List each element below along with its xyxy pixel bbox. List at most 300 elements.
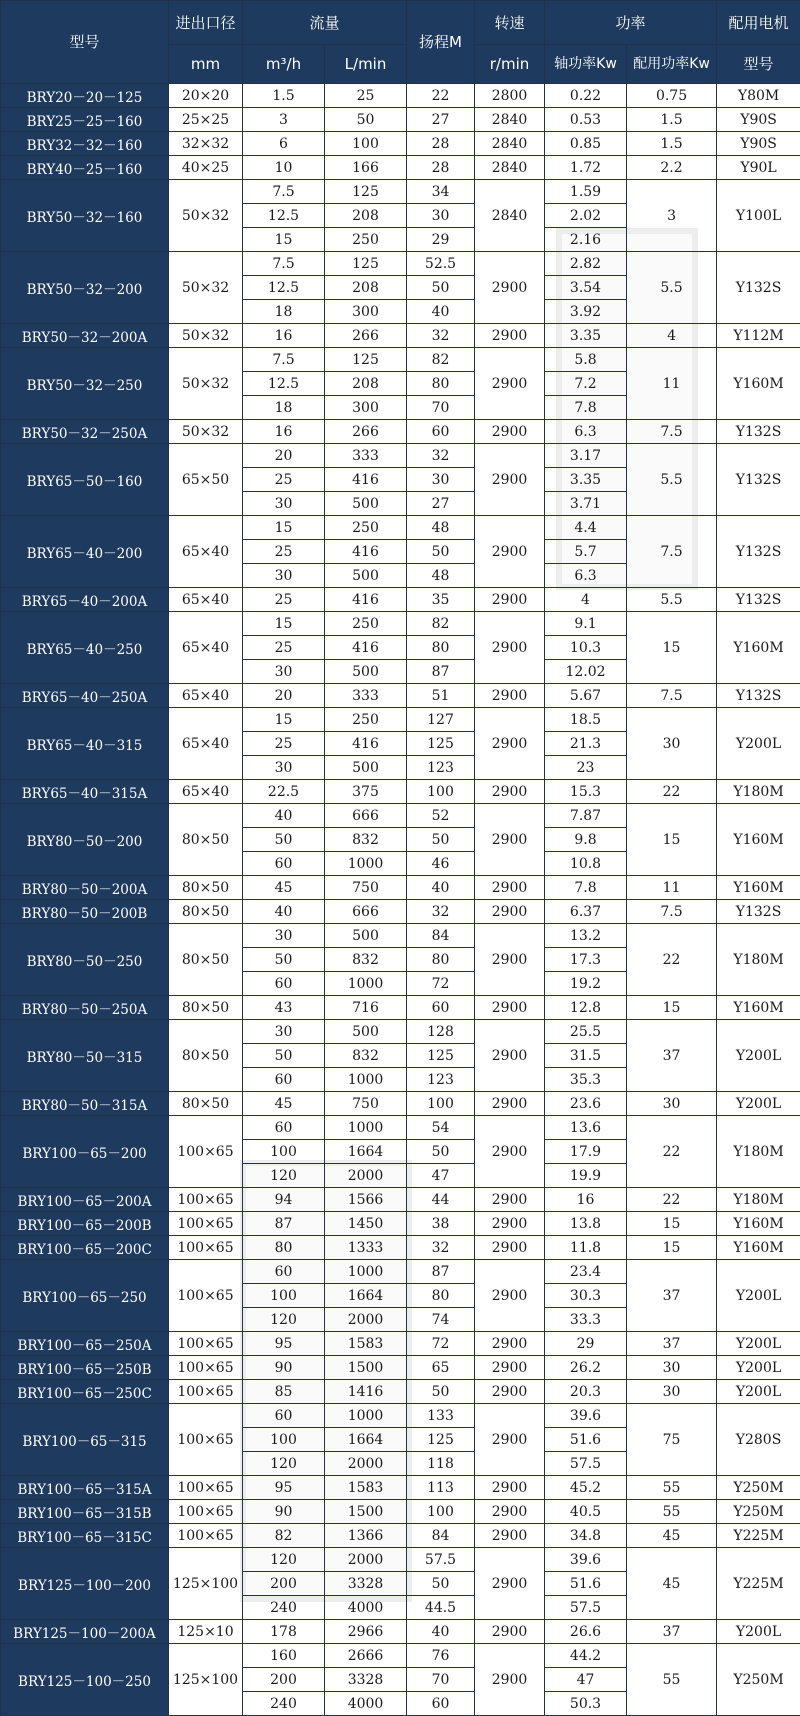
motor-model-cell: Y250M <box>717 1476 800 1500</box>
shaft-power-cell: 3.35 <box>545 324 627 348</box>
head-cell: 113 <box>407 1476 475 1500</box>
model-cell: BRY65－40－315 <box>1 708 169 780</box>
head-cell: 118 <box>407 1452 475 1476</box>
shaft-power-cell: 7.2 <box>545 372 627 396</box>
flow-m3h-cell: 15 <box>243 708 325 732</box>
head-cell: 50 <box>407 1572 475 1596</box>
flow-lmin-cell: 2000 <box>325 1164 407 1188</box>
motor-model-cell: Y132S <box>717 252 800 324</box>
flow-m3h-cell: 30 <box>243 492 325 516</box>
flow-lmin-cell: 1000 <box>325 1116 407 1140</box>
speed-cell: 2900 <box>475 1020 545 1092</box>
speed-cell: 2900 <box>475 1116 545 1188</box>
table-row <box>1 84 800 108</box>
motor-power-cell: 55 <box>627 1476 717 1500</box>
shaft-power-cell: 1.59 <box>545 180 627 204</box>
table-row <box>1 924 800 948</box>
flow-lmin-cell: 2000 <box>325 1452 407 1476</box>
shaft-power-cell: 3.71 <box>545 492 627 516</box>
flow-m3h-cell: 120 <box>243 1548 325 1572</box>
shaft-power-cell: 15.3 <box>545 780 627 804</box>
header-port-unit: mm <box>169 45 243 84</box>
head-cell: 70 <box>407 1668 475 1692</box>
model-cell: BRY100－65－250 <box>1 1260 169 1332</box>
motor-model-cell: Y160M <box>717 1212 800 1236</box>
flow-m3h-cell: 87 <box>243 1212 325 1236</box>
motor-model-cell: Y132S <box>717 444 800 516</box>
table-row <box>1 612 800 636</box>
flow-m3h-cell: 15 <box>243 228 325 252</box>
flow-lmin-cell: 266 <box>325 420 407 444</box>
head-cell: 48 <box>407 564 475 588</box>
table-row <box>1 1404 800 1428</box>
flow-lmin-cell: 500 <box>325 924 407 948</box>
head-cell: 34 <box>407 180 475 204</box>
flow-m3h-cell: 15 <box>243 612 325 636</box>
port-cell: 65×40 <box>169 684 243 708</box>
flow-m3h-cell: 25 <box>243 588 325 612</box>
table-row <box>1 1116 800 1140</box>
table-row <box>1 1644 800 1668</box>
flow-lmin-cell: 416 <box>325 540 407 564</box>
speed-cell: 2900 <box>475 1092 545 1116</box>
table-row <box>1 420 800 444</box>
motor-model-cell: Y250M <box>717 1644 800 1716</box>
motor-power-cell: 5.5 <box>627 252 717 324</box>
head-cell: 57.5 <box>407 1548 475 1572</box>
flow-lmin-cell: 250 <box>325 612 407 636</box>
head-cell: 82 <box>407 348 475 372</box>
model-cell: BRY100－65－200C <box>1 1236 169 1260</box>
shaft-power-cell: 11.8 <box>545 1236 627 1260</box>
motor-power-cell: 0.75 <box>627 84 717 108</box>
speed-cell: 2900 <box>475 924 545 996</box>
flow-lmin-cell: 832 <box>325 948 407 972</box>
flow-lmin-cell: 4000 <box>325 1596 407 1620</box>
port-cell: 50×32 <box>169 324 243 348</box>
motor-model-cell: Y200L <box>717 708 800 780</box>
motor-model-cell: Y200L <box>717 1380 800 1404</box>
model-cell: BRY32－32－160 <box>1 132 169 156</box>
flow-lmin-cell: 2000 <box>325 1308 407 1332</box>
model-cell: BRY65－40－250 <box>1 612 169 684</box>
shaft-power-cell: 34.8 <box>545 1524 627 1548</box>
flow-lmin-cell: 2000 <box>325 1548 407 1572</box>
motor-model-cell: Y180M <box>717 924 800 996</box>
motor-model-cell: Y280S <box>717 1404 800 1476</box>
table-row <box>1 156 800 180</box>
speed-cell: 2900 <box>475 1380 545 1404</box>
head-cell: 32 <box>407 444 475 468</box>
head-cell: 65 <box>407 1356 475 1380</box>
motor-power-cell: 22 <box>627 924 717 996</box>
flow-m3h-cell: 16 <box>243 420 325 444</box>
motor-model-cell: Y180M <box>717 1116 800 1188</box>
flow-m3h-cell: 80 <box>243 1236 325 1260</box>
table-row <box>1 108 800 132</box>
flow-m3h-cell: 100 <box>243 1284 325 1308</box>
shaft-power-cell: 18.5 <box>545 708 627 732</box>
shaft-power-cell: 51.6 <box>545 1428 627 1452</box>
head-cell: 50 <box>407 540 475 564</box>
flow-lmin-cell: 666 <box>325 900 407 924</box>
flow-m3h-cell: 100 <box>243 1428 325 1452</box>
motor-model-cell: Y200L <box>717 1020 800 1092</box>
head-cell: 60 <box>407 1692 475 1716</box>
flow-m3h-cell: 85 <box>243 1380 325 1404</box>
motor-power-cell: 2.2 <box>627 156 717 180</box>
flow-lmin-cell: 750 <box>325 1092 407 1116</box>
head-cell: 125 <box>407 1044 475 1068</box>
flow-m3h-cell: 45 <box>243 1092 325 1116</box>
flow-lmin-cell: 500 <box>325 1020 407 1044</box>
flow-m3h-cell: 60 <box>243 1116 325 1140</box>
model-cell: BRY50－32－250 <box>1 348 169 420</box>
shaft-power-cell: 35.3 <box>545 1068 627 1092</box>
shaft-power-cell: 0.85 <box>545 132 627 156</box>
head-cell: 27 <box>407 492 475 516</box>
head-cell: 76 <box>407 1644 475 1668</box>
port-cell: 100×65 <box>169 1188 243 1212</box>
motor-model-cell: Y200L <box>717 1092 800 1116</box>
model-cell: BRY100－65－200A <box>1 1188 169 1212</box>
flow-lmin-cell: 375 <box>325 780 407 804</box>
table-row <box>1 900 800 924</box>
flow-lmin-cell: 1000 <box>325 972 407 996</box>
model-cell: BRY100－65－250A <box>1 1332 169 1356</box>
speed-cell: 2900 <box>475 1212 545 1236</box>
shaft-power-cell: 51.6 <box>545 1572 627 1596</box>
speed-cell: 2840 <box>475 132 545 156</box>
shaft-power-cell: 5.7 <box>545 540 627 564</box>
speed-cell: 2900 <box>475 1524 545 1548</box>
shaft-power-cell: 3.35 <box>545 468 627 492</box>
motor-power-cell: 1.5 <box>627 132 717 156</box>
table-row <box>1 1620 800 1644</box>
motor-power-cell: 22 <box>627 780 717 804</box>
table-row <box>1 588 800 612</box>
flow-lmin-cell: 125 <box>325 348 407 372</box>
head-cell: 30 <box>407 204 475 228</box>
flow-m3h-cell: 25 <box>243 636 325 660</box>
shaft-power-cell: 21.3 <box>545 732 627 756</box>
motor-power-cell: 15 <box>627 804 717 876</box>
flow-m3h-cell: 60 <box>243 972 325 996</box>
head-cell: 128 <box>407 1020 475 1044</box>
head-cell: 47 <box>407 1164 475 1188</box>
head-cell: 30 <box>407 468 475 492</box>
head-cell: 46 <box>407 852 475 876</box>
table-row <box>1 1236 800 1260</box>
flow-lmin-cell: 832 <box>325 1044 407 1068</box>
shaft-power-cell: 13.8 <box>545 1212 627 1236</box>
motor-power-cell: 11 <box>627 876 717 900</box>
head-cell: 82 <box>407 612 475 636</box>
shaft-power-cell: 1.72 <box>545 156 627 180</box>
table-row <box>1 996 800 1020</box>
port-cell: 50×32 <box>169 180 243 252</box>
port-cell: 80×50 <box>169 900 243 924</box>
speed-cell: 2900 <box>475 420 545 444</box>
speed-cell: 2900 <box>475 1188 545 1212</box>
motor-power-cell: 22 <box>627 1188 717 1212</box>
header-flow-m3h: m³/h <box>243 45 325 84</box>
head-cell: 70 <box>407 396 475 420</box>
table-row <box>1 1500 800 1524</box>
flow-lmin-cell: 1583 <box>325 1332 407 1356</box>
motor-model-cell: Y132S <box>717 684 800 708</box>
flow-lmin-cell: 2666 <box>325 1644 407 1668</box>
model-cell: BRY100－65－315B <box>1 1500 169 1524</box>
shaft-power-cell: 20.3 <box>545 1380 627 1404</box>
flow-m3h-cell: 120 <box>243 1452 325 1476</box>
shaft-power-cell: 0.22 <box>545 84 627 108</box>
table-row <box>1 1332 800 1356</box>
motor-power-cell: 37 <box>627 1620 717 1644</box>
head-cell: 133 <box>407 1404 475 1428</box>
flow-m3h-cell: 3 <box>243 108 325 132</box>
flow-m3h-cell: 1.5 <box>243 84 325 108</box>
model-cell: BRY100－65－315C <box>1 1524 169 1548</box>
motor-model-cell: Y112M <box>717 324 800 348</box>
flow-m3h-cell: 7.5 <box>243 180 325 204</box>
flow-m3h-cell: 30 <box>243 924 325 948</box>
shaft-power-cell: 39.6 <box>545 1404 627 1428</box>
motor-power-cell: 1.5 <box>627 108 717 132</box>
speed-cell: 2900 <box>475 1620 545 1644</box>
speed-cell: 2900 <box>475 1332 545 1356</box>
speed-cell: 2900 <box>475 1260 545 1332</box>
flow-m3h-cell: 60 <box>243 1068 325 1092</box>
motor-model-cell: Y180M <box>717 780 800 804</box>
flow-lmin-cell: 416 <box>325 588 407 612</box>
flow-m3h-cell: 60 <box>243 1404 325 1428</box>
header-motor-model: 型号 <box>717 45 800 84</box>
head-cell: 72 <box>407 972 475 996</box>
speed-cell: 2900 <box>475 684 545 708</box>
head-cell: 28 <box>407 156 475 180</box>
motor-power-cell: 37 <box>627 1020 717 1092</box>
head-cell: 84 <box>407 924 475 948</box>
flow-lmin-cell: 416 <box>325 636 407 660</box>
speed-cell: 2900 <box>475 1356 545 1380</box>
port-cell: 100×65 <box>169 1404 243 1476</box>
flow-lmin-cell: 4000 <box>325 1692 407 1716</box>
shaft-power-cell: 23.6 <box>545 1092 627 1116</box>
head-cell: 50 <box>407 1380 475 1404</box>
flow-lmin-cell: 1366 <box>325 1524 407 1548</box>
table-row <box>1 180 800 204</box>
model-cell: BRY50－32－200 <box>1 252 169 324</box>
flow-m3h-cell: 50 <box>243 1044 325 1068</box>
motor-power-cell: 37 <box>627 1332 717 1356</box>
shaft-power-cell: 23 <box>545 756 627 780</box>
shaft-power-cell: 5.8 <box>545 348 627 372</box>
head-cell: 51 <box>407 684 475 708</box>
flow-m3h-cell: 12.5 <box>243 204 325 228</box>
head-cell: 74 <box>407 1308 475 1332</box>
shaft-power-cell: 19.2 <box>545 972 627 996</box>
motor-model-cell: Y90S <box>717 132 800 156</box>
model-cell: BRY65－40－200 <box>1 516 169 588</box>
flow-m3h-cell: 90 <box>243 1500 325 1524</box>
shaft-power-cell: 6.3 <box>545 564 627 588</box>
flow-lmin-cell: 1583 <box>325 1476 407 1500</box>
port-cell: 80×50 <box>169 924 243 996</box>
motor-power-cell: 30 <box>627 708 717 780</box>
port-cell: 65×40 <box>169 588 243 612</box>
flow-m3h-cell: 22.5 <box>243 780 325 804</box>
head-cell: 38 <box>407 1212 475 1236</box>
motor-model-cell: Y132S <box>717 588 800 612</box>
motor-model-cell: Y80M <box>717 84 800 108</box>
header-flow-lmin: L/min <box>325 45 407 84</box>
head-cell: 80 <box>407 1284 475 1308</box>
motor-model-cell: Y160M <box>717 348 800 420</box>
model-cell: BRY25－25－160 <box>1 108 169 132</box>
flow-lmin-cell: 3328 <box>325 1572 407 1596</box>
head-cell: 127 <box>407 708 475 732</box>
speed-cell: 2900 <box>475 516 545 588</box>
flow-m3h-cell: 18 <box>243 300 325 324</box>
head-cell: 32 <box>407 324 475 348</box>
shaft-power-cell: 12.02 <box>545 660 627 684</box>
port-cell: 40×25 <box>169 156 243 180</box>
speed-cell: 2900 <box>475 348 545 420</box>
port-cell: 32×32 <box>169 132 243 156</box>
head-cell: 60 <box>407 420 475 444</box>
flow-m3h-cell: 7.5 <box>243 252 325 276</box>
shaft-power-cell: 2.16 <box>545 228 627 252</box>
model-cell: BRY125－100－200A <box>1 1620 169 1644</box>
table-row <box>1 516 800 540</box>
model-cell: BRY125－100－200 <box>1 1548 169 1620</box>
head-cell: 52 <box>407 804 475 828</box>
flow-lmin-cell: 500 <box>325 564 407 588</box>
motor-model-cell: Y90L <box>717 156 800 180</box>
motor-model-cell: Y90S <box>717 108 800 132</box>
port-cell: 80×50 <box>169 804 243 876</box>
shaft-power-cell: 47 <box>545 1668 627 1692</box>
port-cell: 25×25 <box>169 108 243 132</box>
model-cell: BRY80－50－200B <box>1 900 169 924</box>
flow-lmin-cell: 1000 <box>325 1068 407 1092</box>
shaft-power-cell: 57.5 <box>545 1596 627 1620</box>
speed-cell: 2900 <box>475 252 545 324</box>
motor-power-cell: 22 <box>627 1116 717 1188</box>
port-cell: 125×100 <box>169 1644 243 1716</box>
model-cell: BRY65－40－200A <box>1 588 169 612</box>
flow-lmin-cell: 208 <box>325 276 407 300</box>
shaft-power-cell: 57.5 <box>545 1452 627 1476</box>
port-cell: 65×50 <box>169 444 243 516</box>
header-speed-unit: r/min <box>475 45 545 84</box>
flow-lmin-cell: 2966 <box>325 1620 407 1644</box>
flow-m3h-cell: 120 <box>243 1164 325 1188</box>
motor-power-cell: 75 <box>627 1404 717 1476</box>
table-row <box>1 1524 800 1548</box>
speed-cell: 2900 <box>475 1404 545 1476</box>
shaft-power-cell: 12.8 <box>545 996 627 1020</box>
model-cell: BRY80－50－315 <box>1 1020 169 1092</box>
head-cell: 29 <box>407 228 475 252</box>
header-port: 进出口径 <box>169 1 243 45</box>
speed-cell: 2900 <box>475 1500 545 1524</box>
motor-model-cell: Y200L <box>717 1620 800 1644</box>
head-cell: 125 <box>407 732 475 756</box>
port-cell: 80×50 <box>169 876 243 900</box>
flow-lmin-cell: 1000 <box>325 1260 407 1284</box>
port-cell: 125×10 <box>169 1620 243 1644</box>
motor-power-cell: 15 <box>627 612 717 684</box>
flow-lmin-cell: 666 <box>325 804 407 828</box>
motor-model-cell: Y200L <box>717 1332 800 1356</box>
port-cell: 100×65 <box>169 1476 243 1500</box>
shaft-power-cell: 13.6 <box>545 1116 627 1140</box>
flow-m3h-cell: 10 <box>243 156 325 180</box>
port-cell: 100×65 <box>169 1260 243 1332</box>
head-cell: 60 <box>407 996 475 1020</box>
model-cell: BRY80－50－250 <box>1 924 169 996</box>
model-cell: BRY100－65－250B <box>1 1356 169 1380</box>
flow-lmin-cell: 333 <box>325 444 407 468</box>
model-cell: BRY100－65－200B <box>1 1212 169 1236</box>
flow-lmin-cell: 1566 <box>325 1188 407 1212</box>
flow-lmin-cell: 250 <box>325 708 407 732</box>
flow-m3h-cell: 15 <box>243 516 325 540</box>
shaft-power-cell: 9.1 <box>545 612 627 636</box>
flow-lmin-cell: 1500 <box>325 1500 407 1524</box>
motor-power-cell: 30 <box>627 1092 717 1116</box>
head-cell: 32 <box>407 900 475 924</box>
speed-cell: 2840 <box>475 108 545 132</box>
head-cell: 50 <box>407 276 475 300</box>
flow-m3h-cell: 20 <box>243 444 325 468</box>
motor-power-cell: 7.5 <box>627 900 717 924</box>
port-cell: 125×100 <box>169 1548 243 1620</box>
motor-model-cell: Y225M <box>717 1548 800 1620</box>
shaft-power-cell: 4.4 <box>545 516 627 540</box>
motor-power-cell: 30 <box>627 1380 717 1404</box>
flow-m3h-cell: 200 <box>243 1668 325 1692</box>
table-row <box>1 684 800 708</box>
flow-lmin-cell: 25 <box>325 84 407 108</box>
motor-model-cell: Y160M <box>717 876 800 900</box>
head-cell: 40 <box>407 300 475 324</box>
model-cell: BRY65－40－315A <box>1 780 169 804</box>
shaft-power-cell: 23.4 <box>545 1260 627 1284</box>
table-row <box>1 804 800 828</box>
port-cell: 100×65 <box>169 1524 243 1548</box>
speed-cell: 2900 <box>475 324 545 348</box>
flow-lmin-cell: 1664 <box>325 1428 407 1452</box>
flow-m3h-cell: 30 <box>243 756 325 780</box>
motor-model-cell: Y132S <box>717 516 800 588</box>
model-cell: BRY50－32－160 <box>1 180 169 252</box>
head-cell: 22 <box>407 84 475 108</box>
flow-m3h-cell: 60 <box>243 1260 325 1284</box>
shaft-power-cell: 50.3 <box>545 1692 627 1716</box>
port-cell: 100×65 <box>169 1116 243 1188</box>
table-row <box>1 1260 800 1284</box>
speed-cell: 2840 <box>475 180 545 252</box>
port-cell: 65×40 <box>169 612 243 684</box>
shaft-power-cell: 29 <box>545 1332 627 1356</box>
motor-model-cell: Y132S <box>717 420 800 444</box>
table-row <box>1 1380 800 1404</box>
shaft-power-cell: 2.02 <box>545 204 627 228</box>
motor-model-cell: Y225M <box>717 1524 800 1548</box>
